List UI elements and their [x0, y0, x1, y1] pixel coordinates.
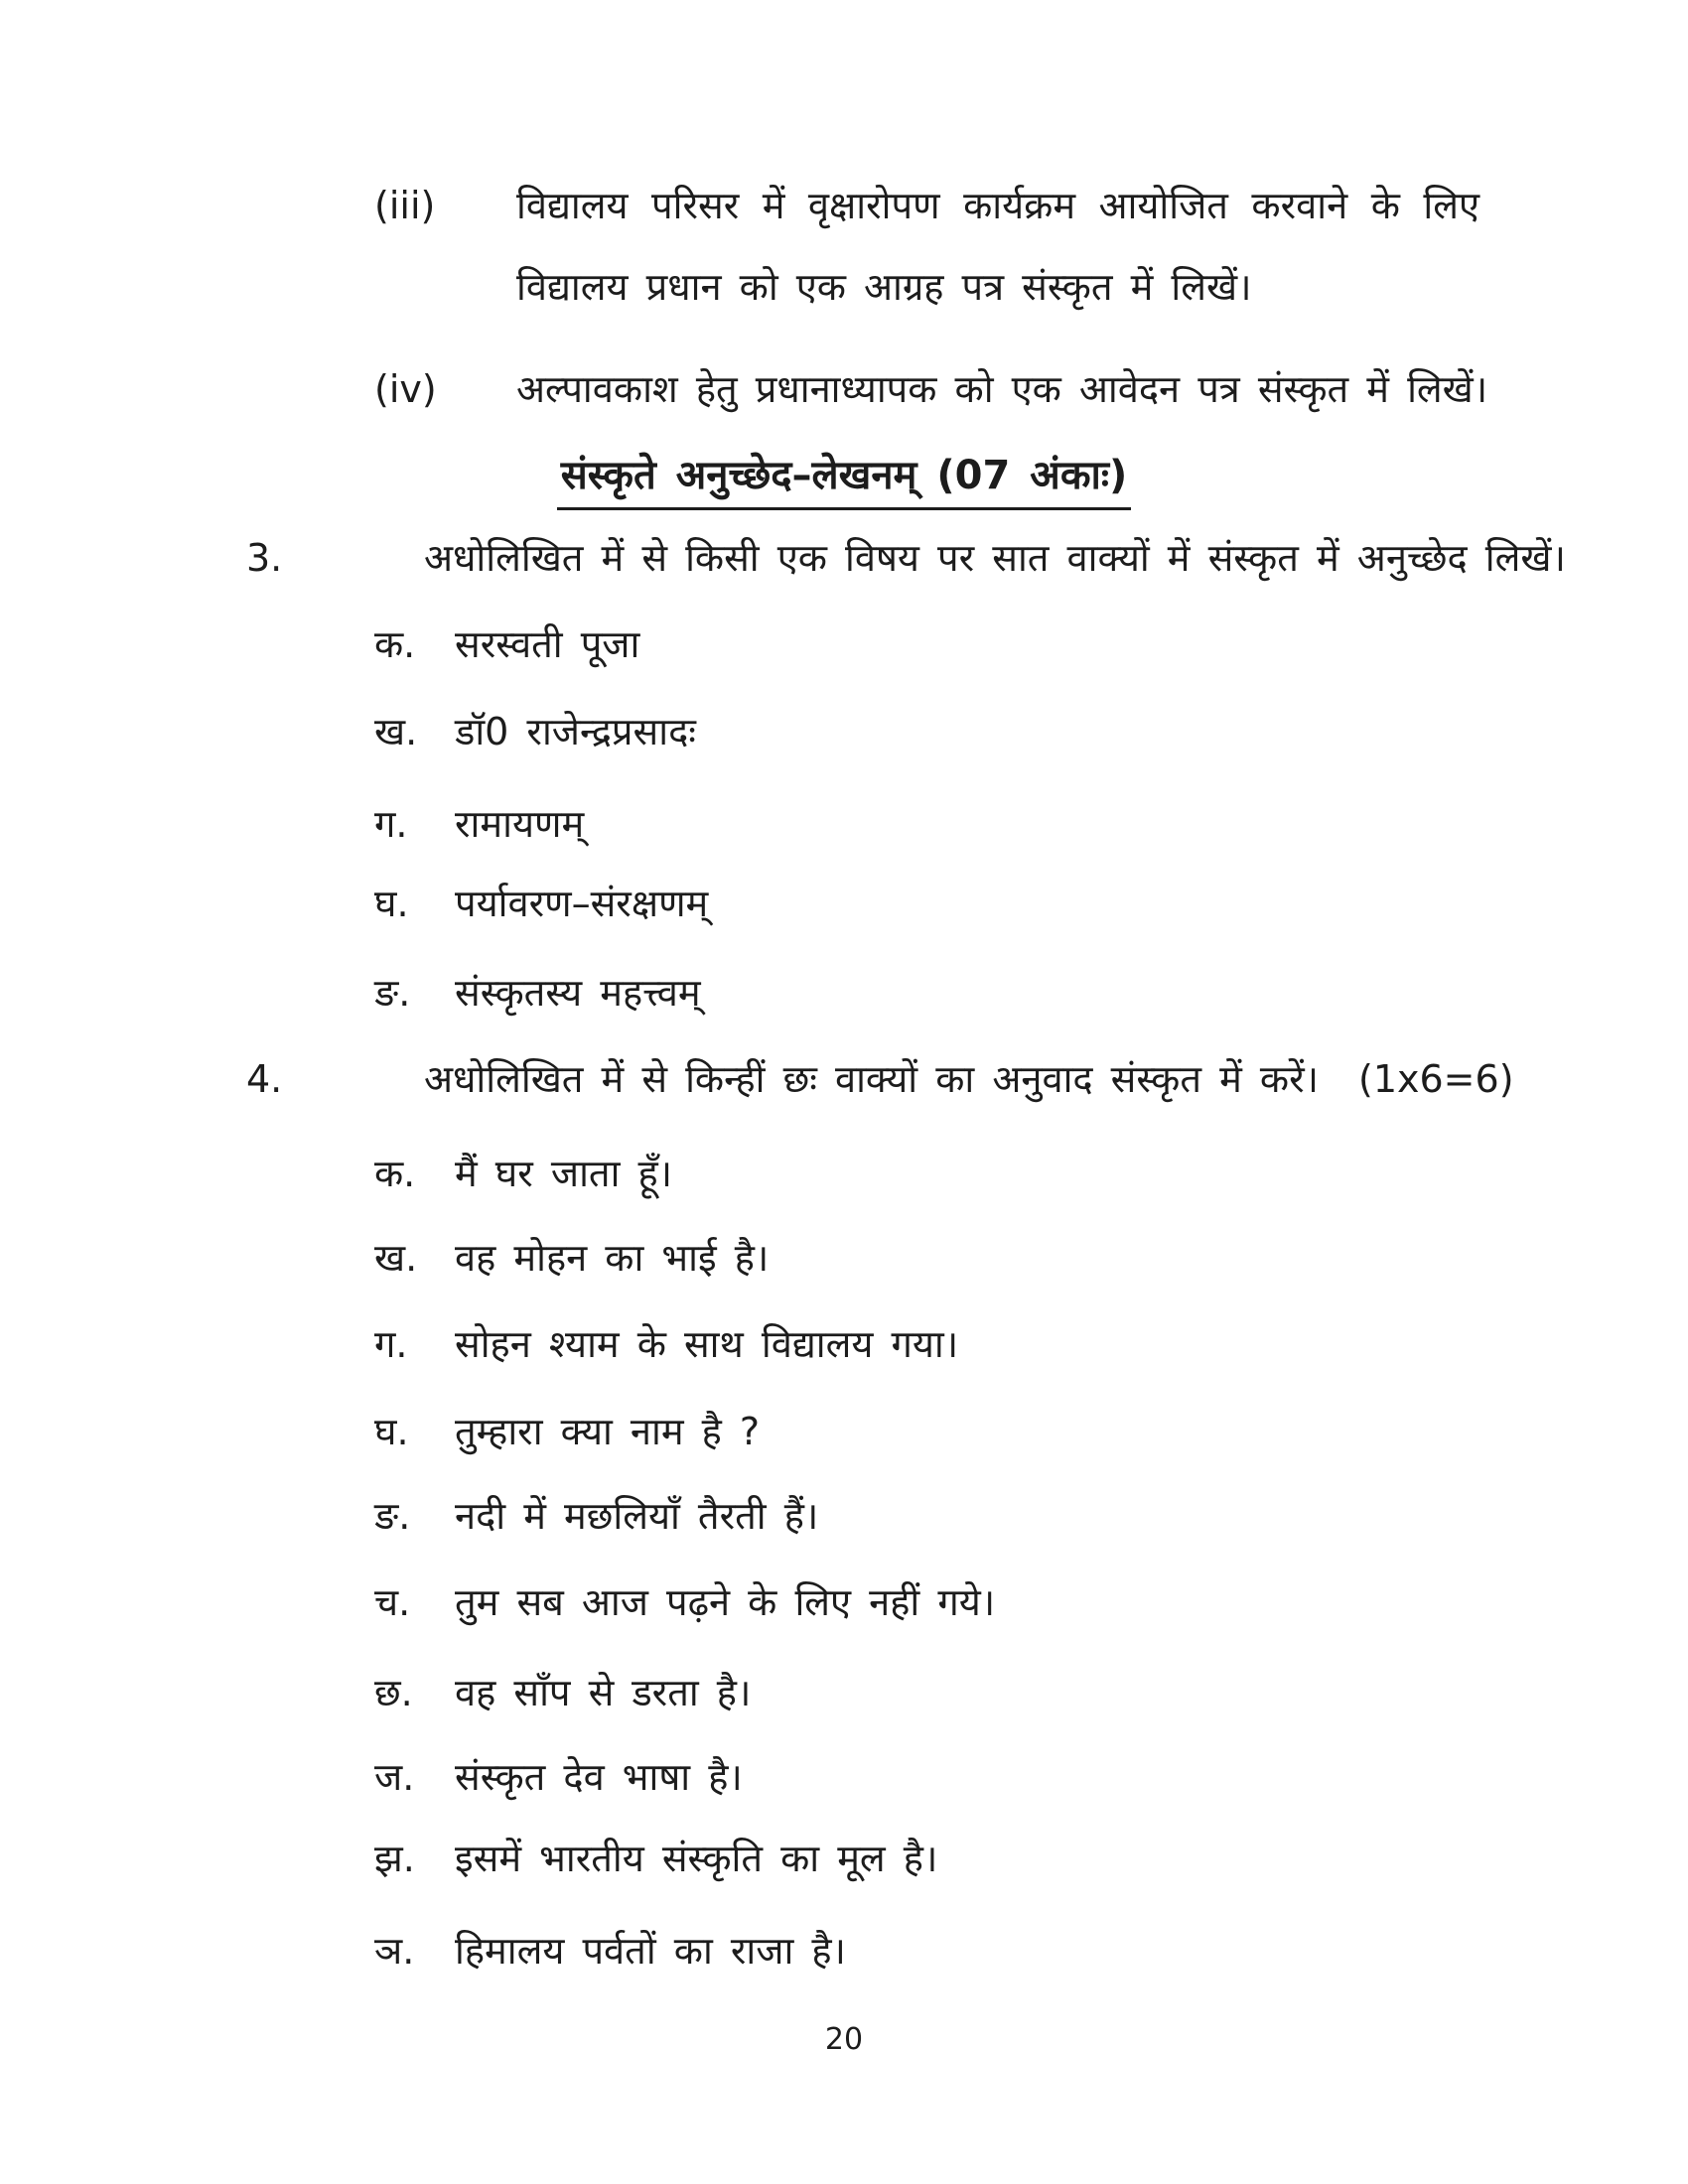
q4-option-kha-label: ख.: [374, 1236, 418, 1280]
section-heading-row: [0, 435, 1688, 516]
q4-option-gha-text: तुम्हारा क्या नाम है ?: [455, 1410, 761, 1453]
q4-option-ja-text: संस्कृत देव भाषा है।: [455, 1755, 743, 1799]
q4-option-nga-label: ङ.: [374, 1494, 411, 1538]
q4-option-nya-label: ञ.: [374, 1929, 415, 1973]
letter-option-iii-number: (iii): [374, 184, 436, 227]
question-4-text-wrap: [424, 1038, 1514, 1120]
q4-option-gha-label: घ.: [374, 1410, 409, 1453]
q4-option-chha-text: वह साँप से डरता है।: [455, 1671, 752, 1714]
q4-option-jha-label: झ.: [374, 1837, 415, 1880]
q4-option-chha-label: छ.: [374, 1671, 413, 1714]
q4-option-ja-label: ज.: [374, 1755, 415, 1799]
question-4-marks: (1x6=6): [1358, 1057, 1514, 1101]
q4-option-kha-text: वह मोहन का भाई है।: [455, 1236, 770, 1280]
question-4-text: अधोलिखित में से किन्हीं छः वाक्यों का अनुवाद संस्कृत में करें।: [424, 1057, 1320, 1101]
q4-option-ga-label: ग.: [374, 1322, 408, 1366]
q4-option-jha-text: इसमें भारतीय संस्कृति का मूल है।: [455, 1837, 938, 1880]
q3-option-gha-text: पर्यावरण–संरक्षणम्: [455, 882, 709, 925]
q3-option-gha-label: घ.: [374, 882, 409, 925]
q3-option-ga-label: ग.: [374, 802, 408, 846]
section-heading: संस्कृते अनुच्छेद–लेखनम् (07 अंकाः): [557, 446, 1132, 510]
letter-option-iv-number: (iv): [374, 367, 437, 411]
question-3-number: 3.: [246, 536, 283, 580]
q3-option-kha-text: डॉ0 राजेन्द्रप्रसादः: [455, 710, 696, 753]
q3-option-nga-label: ङ.: [374, 971, 411, 1015]
question-3-text: अधोलिखित में से किसी एक विषय पर सात वाक्यों में संस्कृत में अनुच्छेद लिखें।: [424, 536, 1566, 580]
letter-option-iv-text: अल्पावकाश हेतु प्रधानाध्यापक को एक आवेदन पत्र संस्कृत में लिखें।: [516, 367, 1488, 411]
q3-option-ga-text: रामायणम्: [455, 802, 585, 846]
q4-option-cha-label: च.: [374, 1580, 411, 1624]
q4-option-ka-label: क.: [374, 1152, 416, 1195]
letter-option-iii-text: विद्यालय परिसर में वृक्षारोपण कार्यक्रम आयोजित करवाने के लिए विद्यालय प्रधान को एक आग्रह पत्र संस्कृत में लिखें।: [516, 184, 1479, 309]
q3-option-nga-text: संस्कृतस्य महत्त्वम्: [455, 971, 701, 1015]
q4-option-ka-text: मैं घर जाता हूँ।: [455, 1152, 673, 1195]
q4-option-nga-text: नदी में मछलियाँ तैरती हैं।: [455, 1494, 819, 1538]
q3-option-ka-text: सरस्वती पूजा: [455, 622, 640, 666]
q3-option-ka-label: क.: [374, 622, 416, 666]
question-4-number: 4.: [246, 1057, 283, 1101]
q4-option-nya-text: हिमालय पर्वतों का राजा है।: [455, 1929, 846, 1973]
q3-option-kha-label: ख.: [374, 710, 418, 753]
q4-option-ga-text: सोहन श्याम के साथ विद्यालय गया।: [455, 1322, 959, 1366]
page-number: 20: [824, 2022, 864, 2057]
q4-option-cha-text: तुम सब आज पढ़ने के लिए नहीं गये।: [455, 1580, 996, 1624]
